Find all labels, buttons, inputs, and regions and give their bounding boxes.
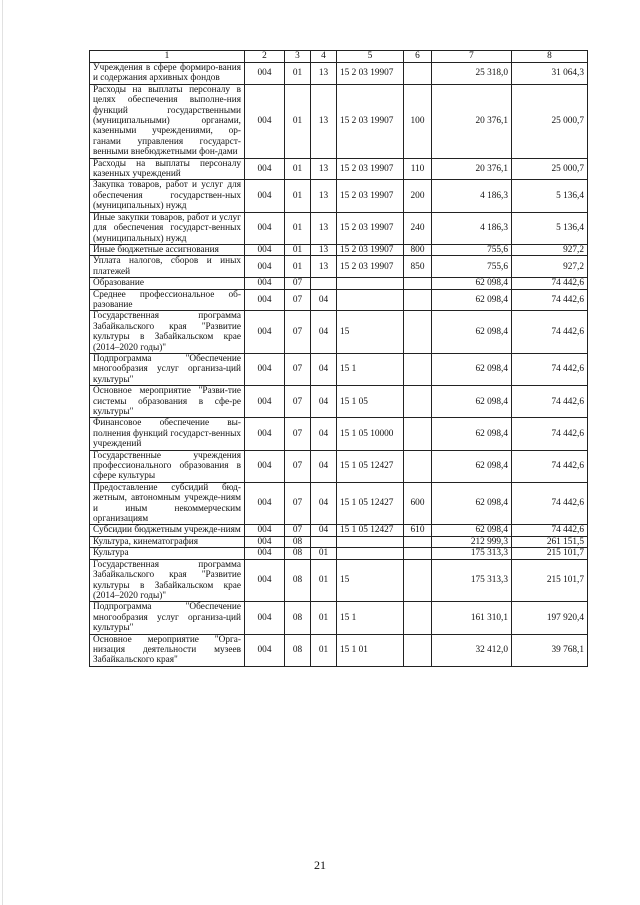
cell-admin-code: 004 (245, 536, 285, 547)
cell-expense-type (404, 634, 432, 666)
cell-name: Расходы на выплаты персоналу в целях обеспечения выполне-ния функций государственными (муниципальными) органами, казенными учреждениями, ор-ганами управления государст-венными внебюджетными фон-дами (90, 84, 245, 158)
cell-target-article: 15 1 05 12427 (337, 450, 404, 482)
table-row (90, 212, 588, 244)
cell-name: Основное мероприятие "Орга-низация деятельности музеев Забайкальского края" (90, 634, 245, 666)
cell-subsection: 01 (311, 559, 337, 602)
cell-amount-year-1: 4 186,3 (432, 180, 512, 212)
cell-subsection: 13 (311, 256, 337, 278)
table-row (90, 559, 588, 602)
cell-section: 07 (285, 289, 311, 311)
cell-amount-year-1: 62 098,4 (432, 386, 512, 418)
cell-expense-type (404, 63, 432, 85)
cell-target-article (337, 289, 404, 311)
cell-section: 01 (285, 256, 311, 278)
cell-expense-type (404, 602, 432, 634)
cell-name: Подпрограмма "Обеспечение многообразия услуг организа-ций культуры" (90, 602, 245, 634)
cell-subsection (311, 536, 337, 547)
cell-amount-year-2: 261 151,5 (512, 536, 588, 547)
cell-section: 01 (285, 180, 311, 212)
cell-name: Подпрограмма "Обеспечение многообразия услуг организа-ций культуры" (90, 353, 245, 385)
cell-section: 08 (285, 559, 311, 602)
cell-section: 07 (285, 386, 311, 418)
cell-subsection: 04 (311, 353, 337, 385)
cell-amount-year-1: 62 098,4 (432, 311, 512, 354)
cell-admin-code: 004 (245, 84, 285, 158)
cell-subsection: 01 (311, 634, 337, 666)
cell-section: 08 (285, 536, 311, 547)
cell-target-article: 15 2 03 19907 (337, 244, 404, 255)
cell-amount-year-2: 215 101,7 (512, 548, 588, 559)
cell-admin-code: 004 (245, 158, 285, 180)
cell-amount-year-1: 755,6 (432, 244, 512, 255)
table-row (90, 525, 588, 536)
cell-target-article: 15 1 05 12427 (337, 525, 404, 536)
table-row (90, 84, 588, 158)
cell-admin-code: 004 (245, 244, 285, 255)
cell-name: Государственные учреждения профессионального образования в сфере культуры (90, 450, 245, 482)
table-row (90, 353, 588, 385)
cell-amount-year-2: 25 000,7 (512, 84, 588, 158)
cell-amount-year-1: 62 098,4 (432, 482, 512, 525)
cell-subsection: 04 (311, 418, 337, 450)
cell-name: Субсидии бюджетным учрежде-ниям (90, 525, 245, 536)
cell-amount-year-2: 74 442,6 (512, 386, 588, 418)
cell-amount-year-2: 74 442,6 (512, 450, 588, 482)
cell-target-article (337, 548, 404, 559)
cell-subsection: 13 (311, 212, 337, 244)
cell-section: 07 (285, 525, 311, 536)
cell-target-article: 15 2 03 19907 (337, 180, 404, 212)
table-row (90, 63, 588, 85)
cell-amount-year-1: 161 310,1 (432, 602, 512, 634)
cell-target-article: 15 2 03 19907 (337, 158, 404, 180)
cell-subsection: 04 (311, 289, 337, 311)
cell-name: Культура (90, 548, 245, 559)
cell-expense-type (404, 278, 432, 289)
cell-amount-year-1: 212 999,3 (432, 536, 512, 547)
cell-target-article: 15 (337, 559, 404, 602)
cell-admin-code: 004 (245, 548, 285, 559)
cell-subsection: 04 (311, 482, 337, 525)
table-row (90, 278, 588, 289)
cell-admin-code: 004 (245, 482, 285, 525)
cell-target-article: 15 1 (337, 353, 404, 385)
cell-section: 07 (285, 311, 311, 354)
cell-expense-type (404, 289, 432, 311)
cell-target-article: 15 2 03 19907 (337, 212, 404, 244)
cell-section: 01 (285, 84, 311, 158)
cell-target-article: 15 1 05 12427 (337, 482, 404, 525)
cell-section: 01 (285, 158, 311, 180)
cell-expense-type (404, 536, 432, 547)
cell-amount-year-2: 927,2 (512, 244, 588, 255)
cell-subsection (311, 278, 337, 289)
table-row (90, 386, 588, 418)
column-header: 7 (432, 51, 512, 63)
scan-edge (2, 0, 3, 905)
cell-amount-year-2: 74 442,6 (512, 311, 588, 354)
cell-amount-year-1: 175 313,3 (432, 559, 512, 602)
cell-target-article: 15 1 05 (337, 386, 404, 418)
budget-table (89, 50, 588, 667)
cell-amount-year-1: 175 313,3 (432, 548, 512, 559)
cell-amount-year-2: 31 064,3 (512, 63, 588, 85)
cell-amount-year-2: 197 920,4 (512, 602, 588, 634)
cell-amount-year-1: 62 098,4 (432, 450, 512, 482)
cell-amount-year-1: 62 098,4 (432, 353, 512, 385)
cell-subsection: 04 (311, 525, 337, 536)
cell-name: Иные бюджетные ассигнования (90, 244, 245, 255)
cell-name: Уплата налогов, сборов и иных платежей (90, 256, 245, 278)
table-header-row (90, 51, 588, 63)
cell-admin-code: 004 (245, 386, 285, 418)
cell-name: Среднее профессиональное об-разование (90, 289, 245, 311)
cell-name: Культура, кинематография (90, 536, 245, 547)
cell-target-article (337, 536, 404, 547)
cell-expense-type: 100 (404, 84, 432, 158)
cell-expense-type: 610 (404, 525, 432, 536)
cell-expense-type (404, 386, 432, 418)
cell-target-article: 15 1 01 (337, 634, 404, 666)
cell-amount-year-1: 20 376,1 (432, 84, 512, 158)
cell-amount-year-1: 755,6 (432, 256, 512, 278)
table-body (90, 63, 588, 667)
cell-admin-code: 004 (245, 525, 285, 536)
cell-section: 08 (285, 634, 311, 666)
table-row (90, 244, 588, 255)
cell-name: Государственная программа Забайкальского края "Развитие культуры в Забайкальском крае (2014–2020 годы)" (90, 559, 245, 602)
cell-target-article: 15 2 03 19907 (337, 256, 404, 278)
table-row (90, 256, 588, 278)
cell-amount-year-1: 4 186,3 (432, 212, 512, 244)
cell-expense-type: 200 (404, 180, 432, 212)
cell-amount-year-2: 74 442,6 (512, 278, 588, 289)
cell-amount-year-1: 62 098,4 (432, 418, 512, 450)
cell-name: Предоставление субсидий бюд-жетным, автономным учрежде-ниям и иным некоммерческим организациям (90, 482, 245, 525)
cell-amount-year-1: 62 098,4 (432, 278, 512, 289)
cell-section: 07 (285, 278, 311, 289)
cell-amount-year-1: 25 318,0 (432, 63, 512, 85)
cell-admin-code: 004 (245, 353, 285, 385)
cell-name: Основное мероприятие "Разви-тие системы образования в сфе-ре культуры" (90, 386, 245, 418)
cell-section: 07 (285, 482, 311, 525)
cell-amount-year-1: 62 098,4 (432, 289, 512, 311)
cell-expense-type (404, 418, 432, 450)
column-header: 4 (311, 51, 337, 63)
cell-subsection: 13 (311, 63, 337, 85)
table-row (90, 602, 588, 634)
cell-name: Расходы на выплаты персоналу казенных учреждений (90, 158, 245, 180)
cell-section: 07 (285, 450, 311, 482)
column-header: 8 (512, 51, 588, 63)
table-row (90, 158, 588, 180)
page-number: 21 (314, 858, 326, 872)
cell-amount-year-2: 74 442,6 (512, 418, 588, 450)
cell-admin-code: 004 (245, 602, 285, 634)
cell-name: Учреждения в сфере формиро-вания и содержания архивных фондов (90, 63, 245, 85)
cell-name: Финансовое обеспечение вы-полнения функций государст-венных учреждений (90, 418, 245, 450)
cell-amount-year-2: 74 442,6 (512, 525, 588, 536)
cell-section: 01 (285, 63, 311, 85)
cell-expense-type (404, 311, 432, 354)
cell-amount-year-1: 20 376,1 (432, 158, 512, 180)
cell-expense-type: 110 (404, 158, 432, 180)
cell-target-article: 15 (337, 311, 404, 354)
column-header: 6 (404, 51, 432, 63)
cell-expense-type (404, 548, 432, 559)
cell-admin-code: 004 (245, 418, 285, 450)
cell-subsection: 13 (311, 158, 337, 180)
table-row (90, 418, 588, 450)
cell-target-article: 15 1 (337, 602, 404, 634)
cell-subsection: 13 (311, 244, 337, 255)
cell-section: 07 (285, 418, 311, 450)
cell-name: Иные закупки товаров, работ и услуг для обеспечения государст-венных (муниципальных) нужд (90, 212, 245, 244)
table-row (90, 482, 588, 525)
cell-amount-year-1: 62 098,4 (432, 525, 512, 536)
cell-section: 07 (285, 353, 311, 385)
cell-subsection: 04 (311, 450, 337, 482)
cell-admin-code: 004 (245, 63, 285, 85)
cell-expense-type: 600 (404, 482, 432, 525)
column-header: 3 (285, 51, 311, 63)
cell-amount-year-2: 74 442,6 (512, 289, 588, 311)
cell-admin-code: 004 (245, 289, 285, 311)
cell-amount-year-2: 74 442,6 (512, 353, 588, 385)
cell-subsection: 13 (311, 180, 337, 212)
cell-admin-code: 004 (245, 278, 285, 289)
table-row (90, 450, 588, 482)
cell-subsection: 01 (311, 548, 337, 559)
cell-amount-year-2: 5 136,4 (512, 212, 588, 244)
cell-name: Государственная программа Забайкальского края "Развитие культуры в Забайкальском крае (2014–2020 годы)" (90, 311, 245, 354)
cell-admin-code: 004 (245, 212, 285, 244)
table-row (90, 536, 588, 547)
cell-amount-year-2: 25 000,7 (512, 158, 588, 180)
cell-amount-year-2: 927,2 (512, 256, 588, 278)
cell-amount-year-1: 32 412,0 (432, 634, 512, 666)
column-header: 2 (245, 51, 285, 63)
cell-target-article: 15 2 03 19907 (337, 63, 404, 85)
cell-expense-type (404, 353, 432, 385)
cell-amount-year-2: 74 442,6 (512, 482, 588, 525)
cell-name: Закупка товаров, работ и услуг для обеспечения государствен-ных (муниципальных) нужд (90, 180, 245, 212)
cell-admin-code: 004 (245, 634, 285, 666)
cell-name: Образование (90, 278, 245, 289)
cell-expense-type (404, 559, 432, 602)
cell-subsection: 01 (311, 602, 337, 634)
table-row (90, 634, 588, 666)
cell-section: 01 (285, 244, 311, 255)
cell-expense-type: 240 (404, 212, 432, 244)
table-row (90, 180, 588, 212)
cell-amount-year-2: 215 101,7 (512, 559, 588, 602)
cell-section: 01 (285, 212, 311, 244)
cell-expense-type: 800 (404, 244, 432, 255)
cell-target-article: 15 1 05 10000 (337, 418, 404, 450)
cell-admin-code: 004 (245, 311, 285, 354)
cell-subsection: 04 (311, 311, 337, 354)
cell-section: 08 (285, 548, 311, 559)
column-header: 5 (337, 51, 404, 63)
cell-admin-code: 004 (245, 559, 285, 602)
table-row (90, 311, 588, 354)
cell-admin-code: 004 (245, 450, 285, 482)
cell-amount-year-2: 39 768,1 (512, 634, 588, 666)
cell-target-article: 15 2 03 19907 (337, 84, 404, 158)
cell-amount-year-2: 5 136,4 (512, 180, 588, 212)
table-row (90, 289, 588, 311)
column-header: 1 (90, 51, 245, 63)
table-row (90, 548, 588, 559)
cell-expense-type (404, 450, 432, 482)
cell-subsection: 04 (311, 386, 337, 418)
cell-subsection: 13 (311, 84, 337, 158)
cell-expense-type: 850 (404, 256, 432, 278)
cell-target-article (337, 278, 404, 289)
cell-admin-code: 004 (245, 180, 285, 212)
cell-admin-code: 004 (245, 256, 285, 278)
cell-section: 08 (285, 602, 311, 634)
